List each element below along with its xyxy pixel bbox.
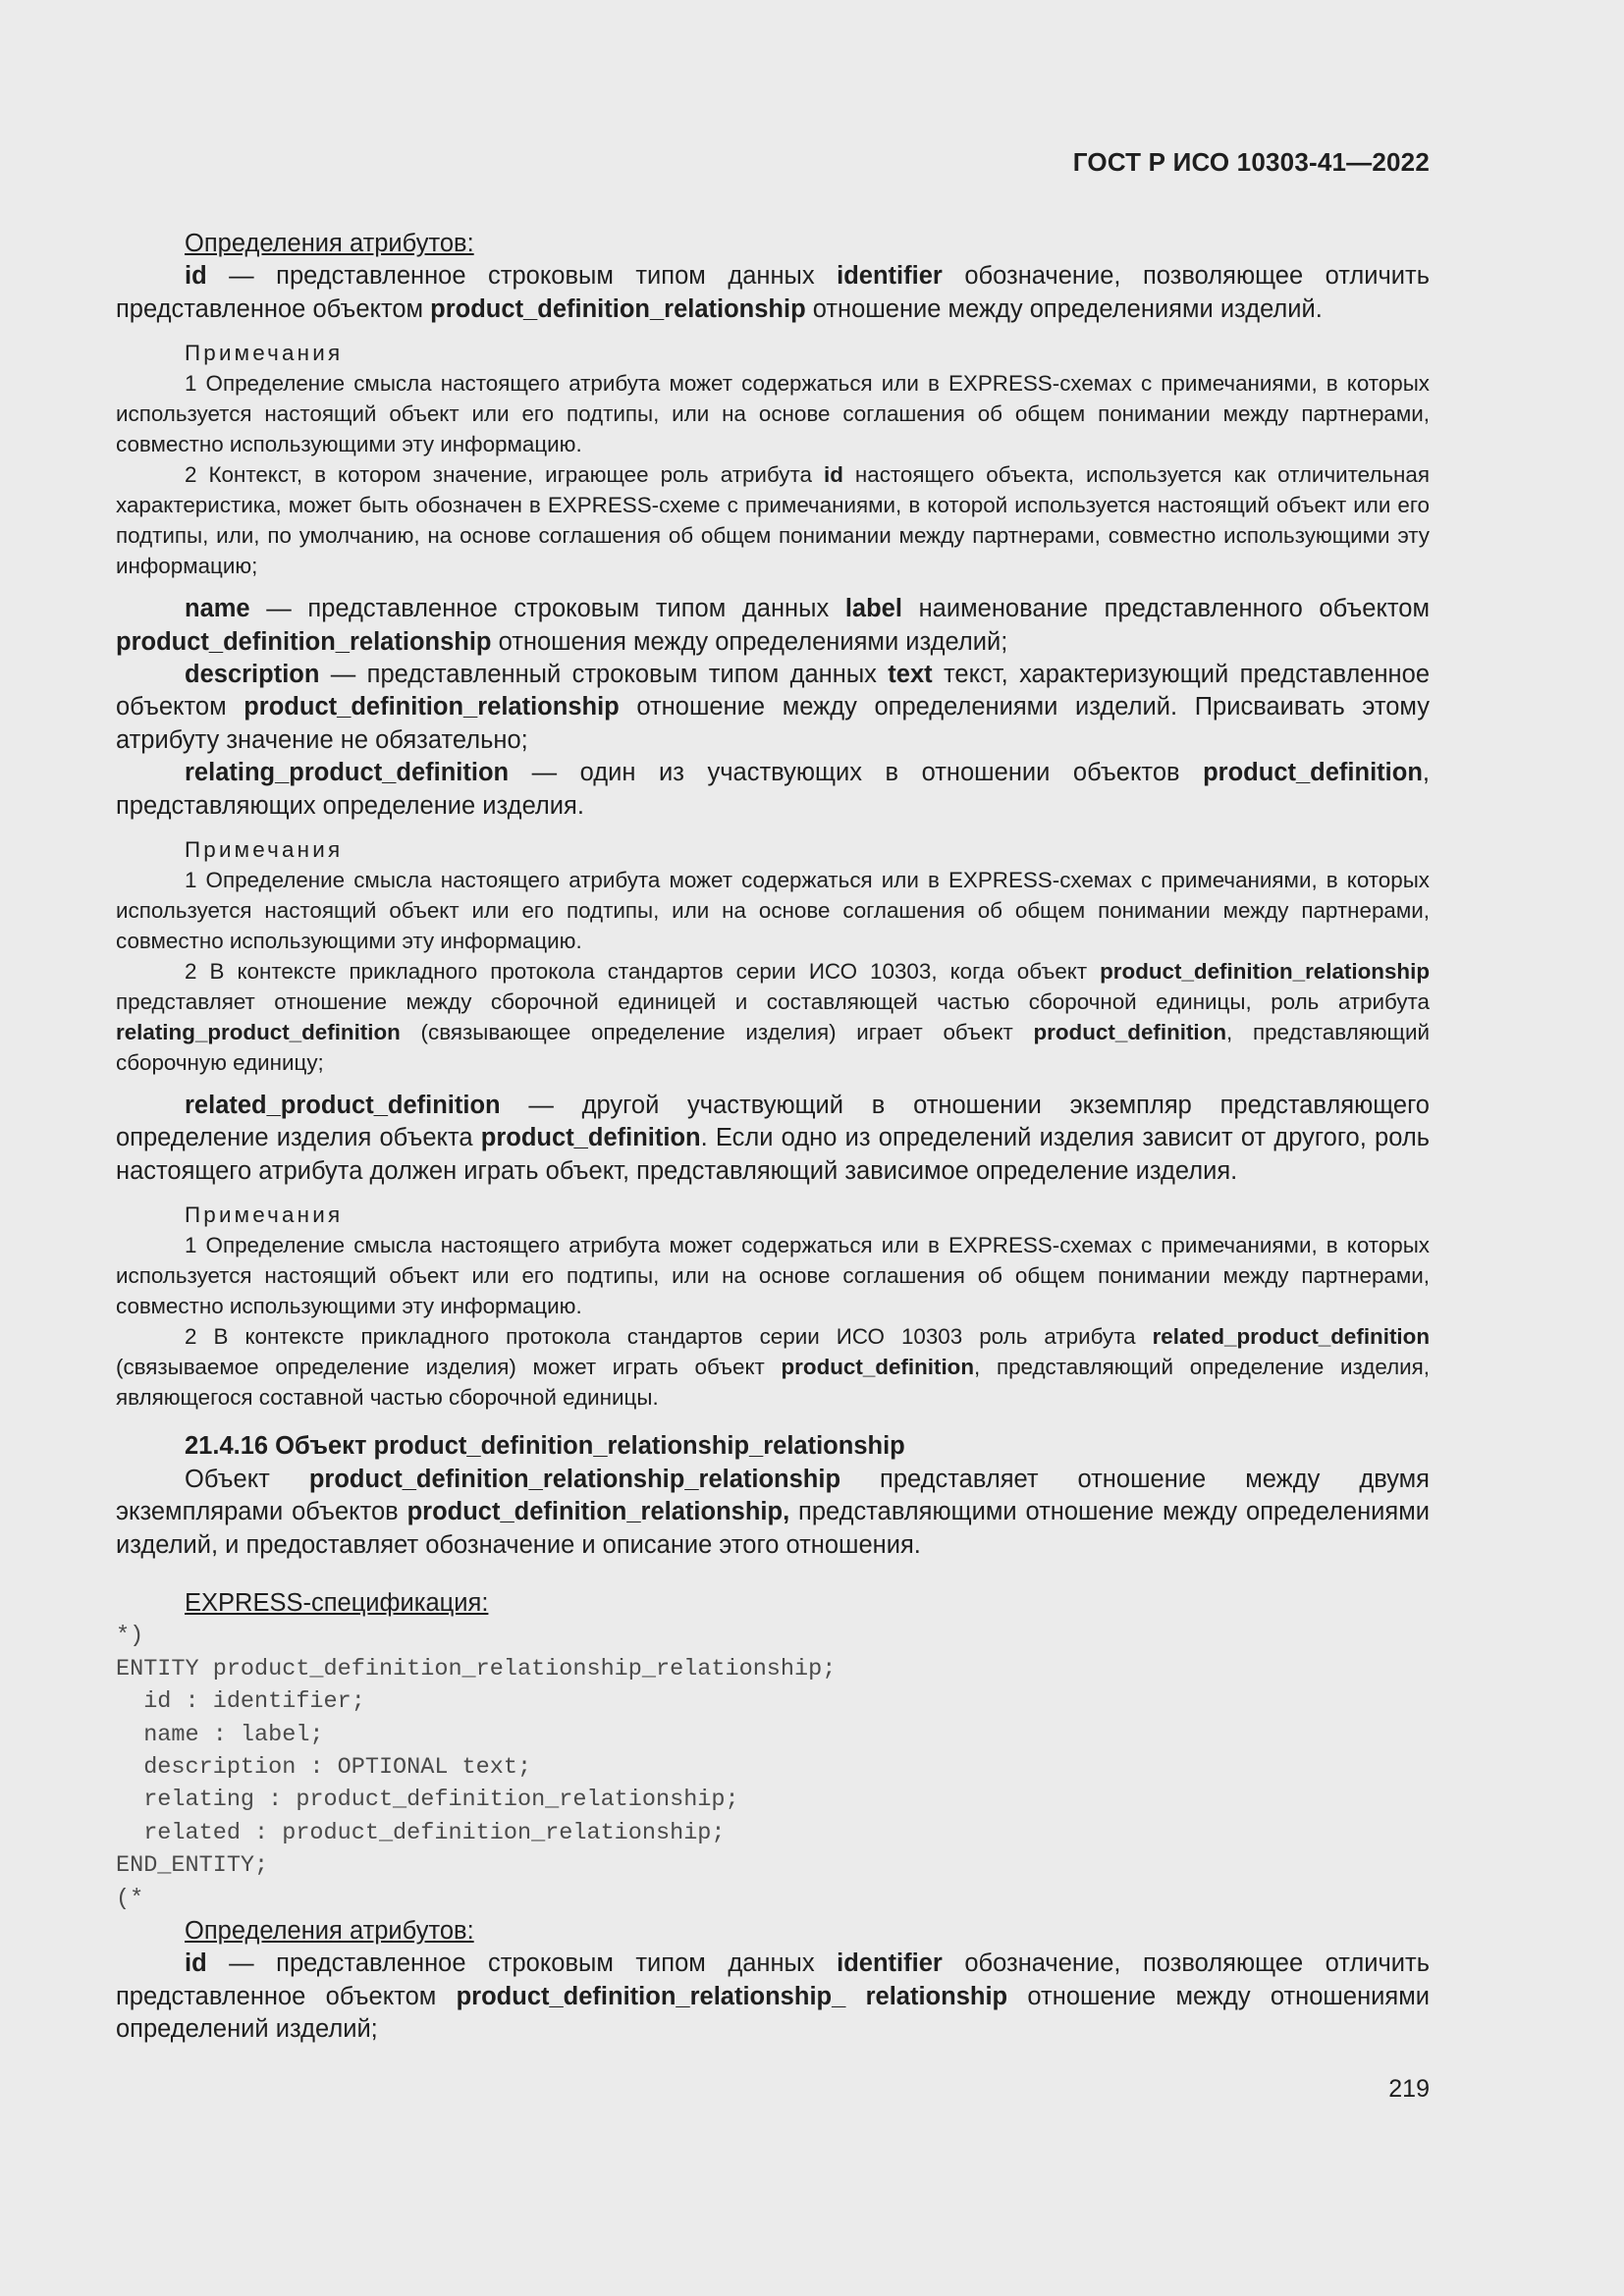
bold-term: id (185, 1949, 207, 1978)
page-number: 219 (1388, 2075, 1430, 2103)
text-run: настоящего объекта, используется как отличительная характеристика, может быть обозначен в EXPRESS-схеме с примечаниями, в которой используется настоящий объект или его подтипы, или, по умолчанию, на основе соглашения об общем понимании между партнерами, совместно использующими эту информацию; (116, 462, 1431, 579)
text-run: , представляющих определение изделия. (116, 759, 1430, 820)
text-run: — представленное строковым типом данных (249, 595, 845, 623)
text-run: 2 Контекст, в котором значение, играющее роль атрибута (185, 462, 824, 488)
paragraph (116, 228, 1430, 260)
bold-term: product_definition_relationship (1100, 959, 1430, 985)
text-run: отношения между определениями изделий; (491, 627, 1008, 656)
paragraph (116, 1090, 1430, 1188)
text-run: 1 Определение смысла настоящего атрибута может содержаться или в EXPRESS-схемах с примечаниями, в которых используется настоящий объект или его подтипы, или на основе соглашения об общем понимании между партнерами, совместно использующими эту информацию. (116, 868, 1430, 954)
paragraph (116, 757, 1430, 823)
paragraph (116, 260, 1430, 326)
paragraph (116, 834, 1430, 865)
paragraph (116, 1948, 1430, 2046)
bold-term: relating_product_definition (185, 759, 510, 787)
document-header: ГОСТ Р ИСО 10303-41—2022 (1072, 147, 1430, 177)
paragraph (116, 1200, 1430, 1230)
text-run: текст, характеризующий представленное объектом (116, 661, 1431, 721)
paragraph (116, 368, 1430, 459)
paragraph (116, 1915, 1430, 1948)
bold-term: product_definition (1203, 759, 1423, 787)
text-run: обозначение, позволяющее отличить представленное объектом (116, 262, 1430, 323)
text-run: (связываемое определение изделия) может играть объект (116, 1355, 782, 1380)
document-body (116, 228, 1430, 2047)
paragraph (116, 1430, 1430, 1463)
text-run: Примечания (185, 837, 344, 863)
bold-term: text (888, 661, 933, 689)
bold-term: related_product_definition (1152, 1324, 1430, 1350)
paragraph (116, 659, 1430, 757)
text-run: Определения атрибутов: (185, 1916, 474, 1945)
paragraph (116, 338, 1430, 368)
bold-term: description (185, 661, 320, 689)
text-run: 1 Определение смысла настоящего атрибута может содержаться или в EXPRESS-схемах с примечаниями, в которых используется настоящий объект или его подтипы, или на основе соглашения об общем понимании между партнерами, совместно использующими эту информацию. (116, 1233, 1430, 1319)
text-run: , представляющий определение изделия, являющегося составной частью сборочной единицы. (116, 1355, 1430, 1411)
paragraph (116, 1321, 1430, 1413)
text-run: наименование представленного объектом (901, 595, 1431, 623)
bold-term: relating_product_definition (116, 1020, 401, 1045)
text-run: — представленный строковым типом данных (319, 661, 889, 689)
bold-term: product_definition_relationship (244, 693, 620, 721)
bold-term: product_definition (1033, 1020, 1227, 1045)
bold-term: id (823, 462, 843, 488)
bold-term: related_product_definition (185, 1092, 501, 1120)
bold-term: product_definition_relationship_relationship (308, 1465, 841, 1493)
bold-term: identifier (837, 1949, 943, 1978)
paragraph (116, 1587, 1430, 1620)
bold-term: product_definition (480, 1124, 701, 1152)
paragraph (116, 865, 1430, 956)
bold-term: name (185, 595, 250, 623)
bold-term: product_definition_relationship (116, 627, 492, 656)
text-run: Определения атрибутов: (185, 230, 474, 257)
document-page (116, 0, 1430, 2296)
text-run: отношение между отношениями определений изделий; (116, 1982, 1430, 2044)
text-run: представляет отношение между сборочной единицей и составляющей частью сборочной единицы, роль атрибута (116, 989, 1430, 1015)
bold-term: product_definition_relationship, (406, 1498, 790, 1526)
text-run: 2 В контексте прикладного протокола стандартов серии ИСО 10303, когда объект (185, 959, 1101, 985)
text-run: представляет отношение между двумя экземплярами объектов (116, 1465, 1430, 1526)
paragraph (116, 1230, 1430, 1321)
text-run: представляющими отношение между определениями изделий, и предоставляет обозначение и описание этого отношения. (116, 1498, 1430, 1559)
text-run: Примечания (185, 341, 344, 366)
express-code-block (116, 1620, 1430, 1915)
paragraph (116, 956, 1430, 1078)
bold-term: product_definition_relationship_ relationship (456, 1982, 1008, 2010)
text-run: , представляющий сборочную единицу; (116, 1020, 1430, 1076)
text-run: . Если одно из определений изделия зависит от другого, роль настоящего атрибута должен играть объект, представляющий зависимое определение изделия. (116, 1124, 1430, 1185)
text-run: — другой участвующий в отношении экземпляр представляющего определение изделия объекта (116, 1092, 1430, 1152)
bold-term: label (844, 595, 902, 623)
paragraph (116, 459, 1430, 581)
text-run: отношение между определениями изделий. (805, 294, 1323, 323)
text-run: — один из участвующих в отношении объектов (509, 759, 1204, 787)
paragraph (116, 593, 1430, 659)
text-run: — представленное строковым типом данных (206, 262, 838, 291)
text-run: Примечания (185, 1202, 344, 1228)
text-run: 1 Определение смысла настоящего атрибута может содержаться или в EXPRESS-схемах с примечаниями, в которых используется настоящий объект или его подтипы, или на основе соглашения об общем понимании между партнерами, совместно использующими эту информацию. (116, 371, 1430, 457)
text-run: *) ENTITY product_definition_relationship_relationship; id : identifier; name : label; description : OPTIONAL text; relating : product_definition_relationship; related : product_definition_relationship; END_ENTITY; (* (116, 1623, 837, 1912)
text-run: (связывающее определение изделия) играет объект (400, 1020, 1034, 1045)
paragraph (116, 1464, 1430, 1562)
bold-term: identifier (837, 262, 943, 291)
text-run: Объект (185, 1465, 309, 1493)
bold-term: product_definition (781, 1355, 975, 1380)
bold-term: 21.4.16 Объект product_definition_relationship_relationship (185, 1432, 905, 1461)
bold-term: product_definition_relationship (430, 294, 806, 323)
text-run: 2 В контексте прикладного протокола стандартов серии ИСО 10303 роль атрибута (185, 1324, 1153, 1350)
text-run: EXPRESS-спецификация: (185, 1588, 489, 1617)
text-run: — представленное строковым типом данных (206, 1949, 838, 1978)
text-run: обозначение, позволяющее отличить представленное объектом (116, 1949, 1430, 2010)
text-run: отношение между определениями изделий. Присваивать этому атрибуту значение не обязательно; (116, 693, 1430, 754)
bold-term: id (185, 262, 207, 291)
